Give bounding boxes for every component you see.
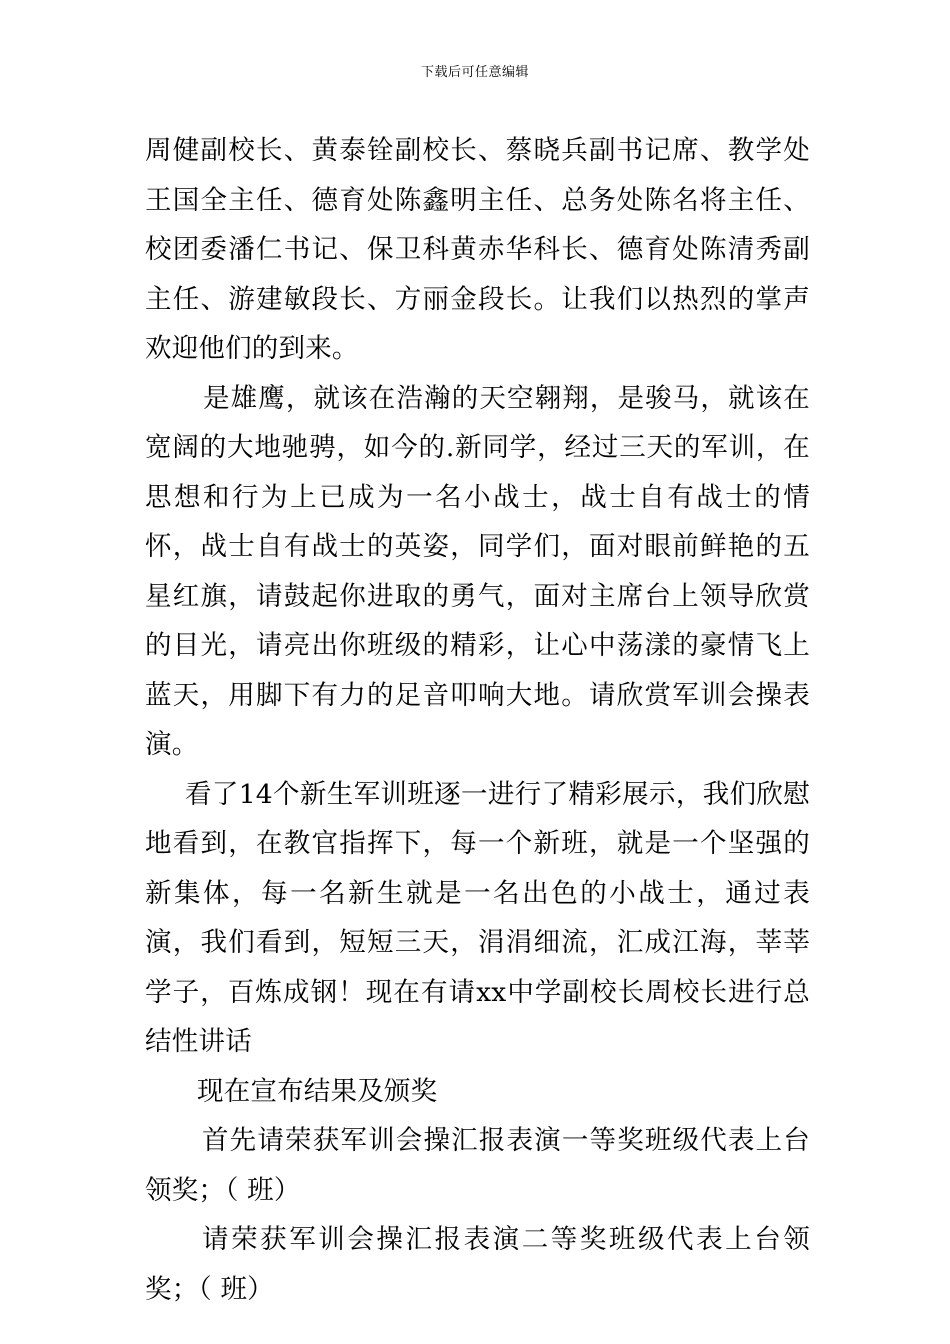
paragraph-announce-results: 现在宣布结果及颁奖 [197, 1075, 438, 1107]
document-body [145, 126, 810, 1314]
page-header: 下载后可任意编辑 [420, 65, 529, 80]
paragraph-performance-intro: 是雄鹰，就该在浩瀚的天空翱翔，是骏马，就该在宽阔的大地驰骋，如今的.新同学，经过三天的军训，在思想和行为上已成为一名小战士，战士自有战士的情怀，战士自有战士的英姿，同学们，面对眼前鲜艳的五星红旗，请鼓起你进取的勇气，面对主席台上领导欣赏的目光，请亮出你班级的精彩，让心中荡漾的豪情飞上蓝天，用脚下有力的足音叩响大地。请欣赏军训会操表演。 [145, 382, 810, 760]
paragraph-first-prize: 首先请荣获军训会操汇报表演一等奖班级代表上台领奖；（ 班） [145, 1125, 810, 1206]
paragraph-attendees: 周健副校长、黄泰铨副校长、蔡晓兵副书记席、教学处王国全主任、德育处陈鑫明主任、总务处陈名将主任、校团委潘仁书记、保卫科黄赤华科长、德育处陈清秀副主任、游建敏段长、方丽金段长。让我们以热烈的掌声欢迎他们的到来。 [145, 135, 810, 364]
paragraph-summary: 看了14个新生军训班逐一进行了精彩展示，我们欣慰地看到，在教官指挥下，每一个新班，就是一个坚强的新集体，每一名新生就是一名出色的小战士，通过表演，我们看到，短短三天，涓涓细流，汇成江海，莘莘学子，百炼成钢！现在有请xx中学副校长周校长进行总结性讲话 [145, 778, 810, 1057]
paragraph-second-prize: 请荣获军训会操汇报表演二等奖班级代表上台领奖；（ 班） [145, 1224, 810, 1305]
